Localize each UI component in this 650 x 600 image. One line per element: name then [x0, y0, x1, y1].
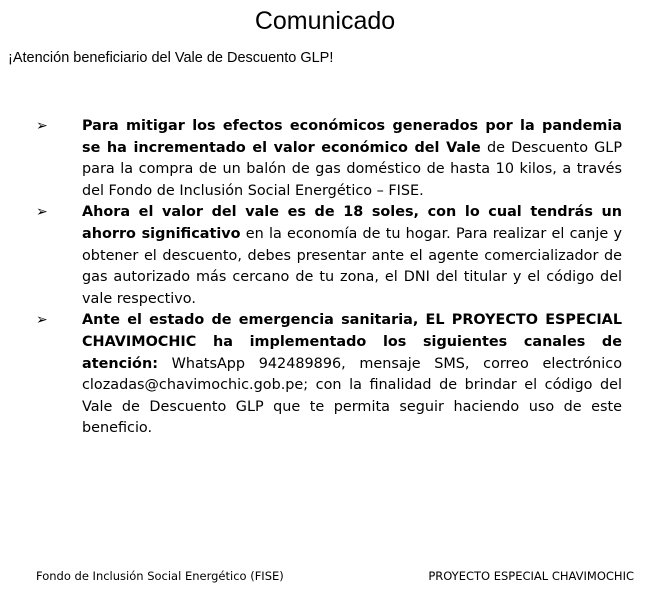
footer-right-text: PROYECTO ESPECIAL CHAVIMOCHIC: [428, 569, 634, 583]
greeting-line: ¡Atención beneficiario del Vale de Descuento GLP!: [8, 50, 334, 66]
arrow-bullet-icon: ➢: [36, 312, 48, 329]
arrow-bullet-icon: ➢: [36, 118, 48, 134]
bullet-bold-text: Para mitigar los efectos económicos generados por la pandemia se ha incrementado el valor económico del Vale: [82, 118, 622, 156]
bullet-text: WhatsApp 942489896, mensaje SMS, correo electrónico clozadas@chavimochic.gob.pe; con la finalidad de brindar el código del Vale de Descuento GLP que te permita seguir haciendo uso de este beneficio.: [82, 355, 622, 437]
bullet-item: [36, 116, 622, 202]
bullet-item: [36, 310, 622, 440]
arrow-bullet-icon: ➢: [36, 204, 48, 221]
bullet-bold-text: Ahora el valor del vale es de 18 soles, con lo cual tendrás un ahorro significativo: [82, 204, 622, 242]
bullet-list: [36, 116, 623, 440]
bullet-text: de Descuento GLP para la compra de un balón de gas doméstico de hasta 10 kilos, a través del Fondo de Inclusión Social Energético – FISE.: [82, 139, 622, 199]
bullet-bold-text: Ante el estado de emergencia sanitaria, EL PROYECTO ESPECIAL CHAVIMOCHIC ha implementado los siguientes canales de atención:: [82, 312, 622, 372]
footer-left-text: Fondo de Inclusión Social Energético (FISE): [36, 569, 284, 583]
bullet-text: en la economía de tu hogar. Para realizar el canje y obtener el descuento, debes presentar ante el agente comercializador de gas autorizado más cercano de tu zona, el DNI del titular y el código del vale respectivo.: [82, 225, 623, 307]
bullet-item: [36, 202, 623, 310]
page-title: Comunicado: [254, 7, 396, 35]
